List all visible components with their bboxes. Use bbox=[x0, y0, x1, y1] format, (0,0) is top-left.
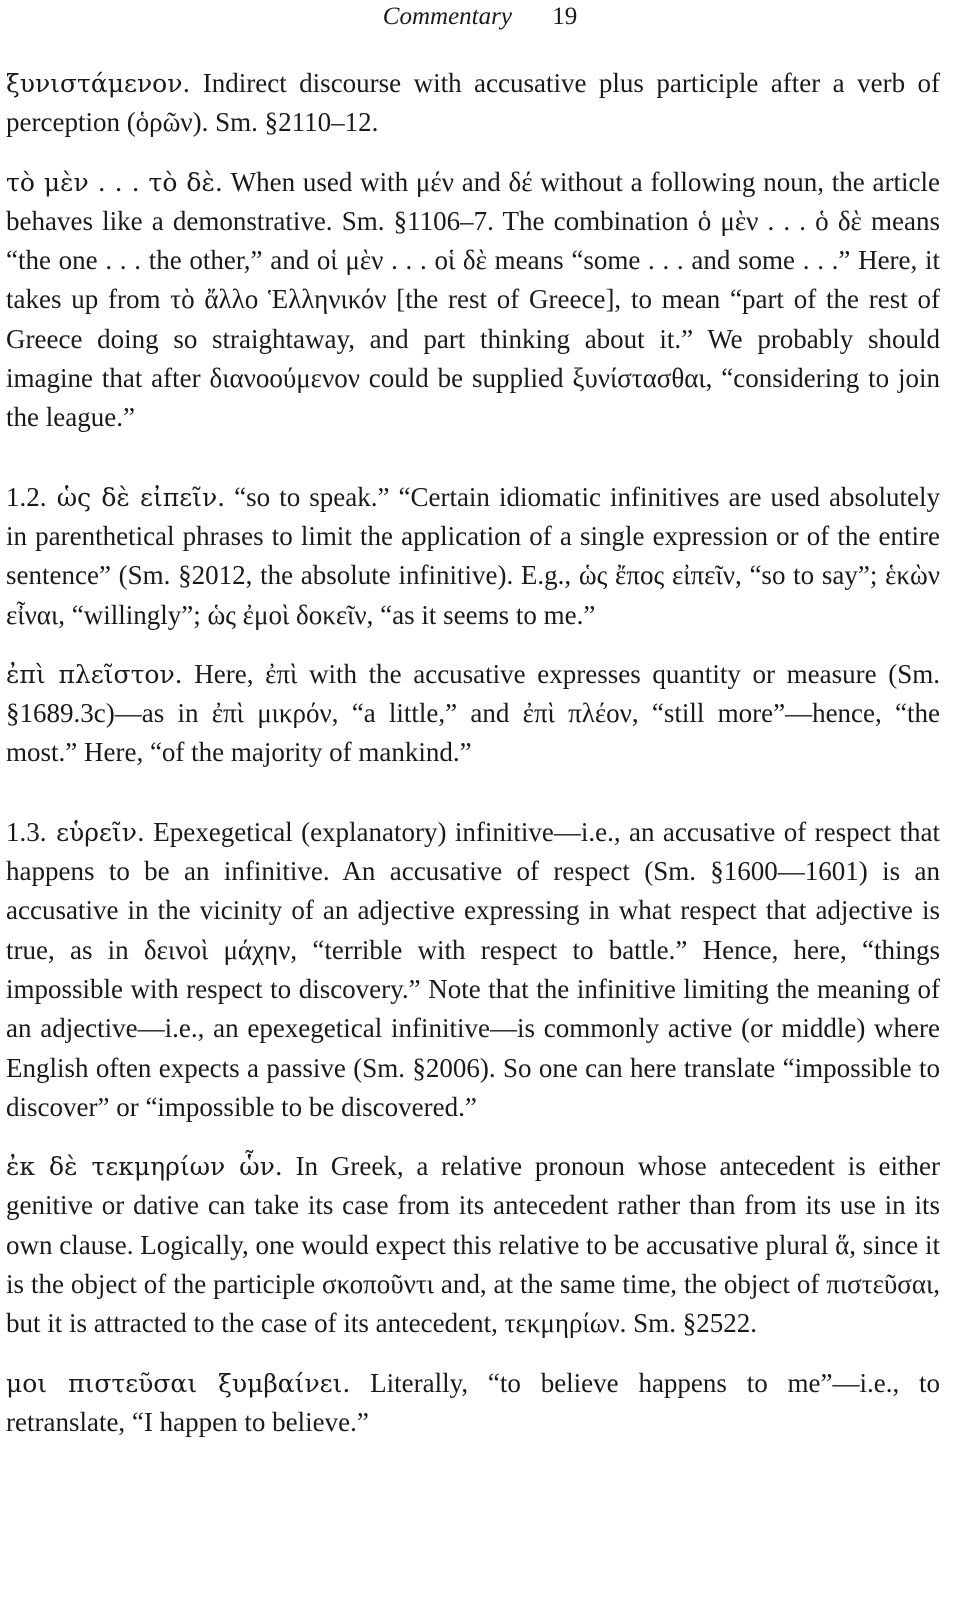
section-number: 1.2. bbox=[6, 481, 47, 512]
lemma: ἐκ δὲ τεκμηρίων ὧν. bbox=[6, 1152, 283, 1182]
section-number: 1.3. bbox=[6, 816, 47, 847]
entry-text: Indirect discourse with accusative plus participle after a verb of perception (ὁρῶν). Sm. §2110–12. bbox=[6, 68, 940, 138]
entry-text: “so to speak.” “Certain idiomatic infinitives are used absolutely in parenthetical phrases to limit the application of a single expression or of the entire sentence” (Sm. §2012, the absolute infinitive). E.g., ὡς ἔπος εἰπεῖν, “so to say”; ἑκὼν εἶναι, “willingly”; ὡς ἐμοὶ δοκεῖν, “as it seems to me.” bbox=[6, 481, 940, 630]
lemma: μοι πιστεῦσαι ξυμβαίνει. bbox=[6, 1368, 351, 1398]
entry-text: Literally, “to believe happens to me”—i.e., to retranslate, “I happen to believe.” bbox=[6, 1367, 941, 1437]
running-header bbox=[0, 0, 960, 40]
commentary-entry bbox=[6, 1147, 940, 1343]
running-title: Commentary bbox=[382, 3, 512, 30]
entry-text: Here, ἐπὶ with the accusative expresses quantity or measure (Sm. §1689.3c)—as in ἐπὶ μικρόν, “a little,” and ἐπὶ πλέον, “still more”—hence, “the most.” Here, “of the majority of mankind.” bbox=[6, 658, 940, 768]
entry-text: Epexegetical (explanatory) infinitive—i.e., an accusative of respect that happens to be an infinitive. An accusative of respect (Sm. §1600—1601) is an accusative in the vicinity of an adjective expressing in what respect that adjective is true, as in δεινοὶ μάχην, “terrible with respect to battle.” Hence, here, “things impossible with respect to discovery.” Note that the infinitive limiting the meaning of an adjective—i.e., an epexegetical infinitive—is commonly active (or middle) where English often expects a passive (Sm. §2006). So one can here translate “impossible to discover” or “impossible to be discovered.” bbox=[6, 816, 941, 1122]
commentary-entry bbox=[6, 163, 940, 438]
commentary-body bbox=[6, 64, 940, 1462]
commentary-entry bbox=[6, 64, 940, 143]
commentary-entry bbox=[6, 1364, 940, 1443]
lemma: εὑρεῖν. bbox=[46, 817, 145, 847]
entry-text: In Greek, a relative pronoun whose antecedent is either genitive or dative can take its case from its antecedent rather than from its use in its own clause. Logically, one would expect this relative to be accusative plural ἅ, since it is the object of the participle σκοποῦντι and, at the same time, the object of πιστεῦσαι, but it is attracted to the case of its antecedent, τεκμηρίων. Sm. §2522. bbox=[6, 1151, 940, 1339]
commentary-entry bbox=[6, 655, 940, 773]
page-number: 19 bbox=[552, 3, 578, 30]
lemma: ξυνιστάμενον. bbox=[6, 69, 191, 98]
lemma: ὡς δὲ εἰπεῖν. bbox=[46, 482, 226, 512]
lemma: ἐπὶ πλεῖστον. bbox=[6, 659, 183, 689]
lemma: τὸ μὲν . . . τὸ δὲ. bbox=[6, 167, 223, 197]
commentary-entry bbox=[6, 478, 940, 635]
entry-text: When used with μέν and δέ without a following noun, the article behaves like a demonstrative. Sm. §1106–7. The combination ὁ μὲν . . . ὁ δὲ means “the one . . . the other,” and οἱ μὲν . . . οἱ δὲ means “some . . . and some . . .” Here, it takes up from τὸ ἄλλο Ἑλληνικόν [the rest of Greece], to mean “part of the rest of Greece doing so straightaway, and part thinking about it.” We probably should imagine that after διανοούμενον could be supplied ξυνίστασθαι, “considering to join the league.” bbox=[6, 166, 940, 433]
commentary-entry bbox=[6, 813, 940, 1127]
